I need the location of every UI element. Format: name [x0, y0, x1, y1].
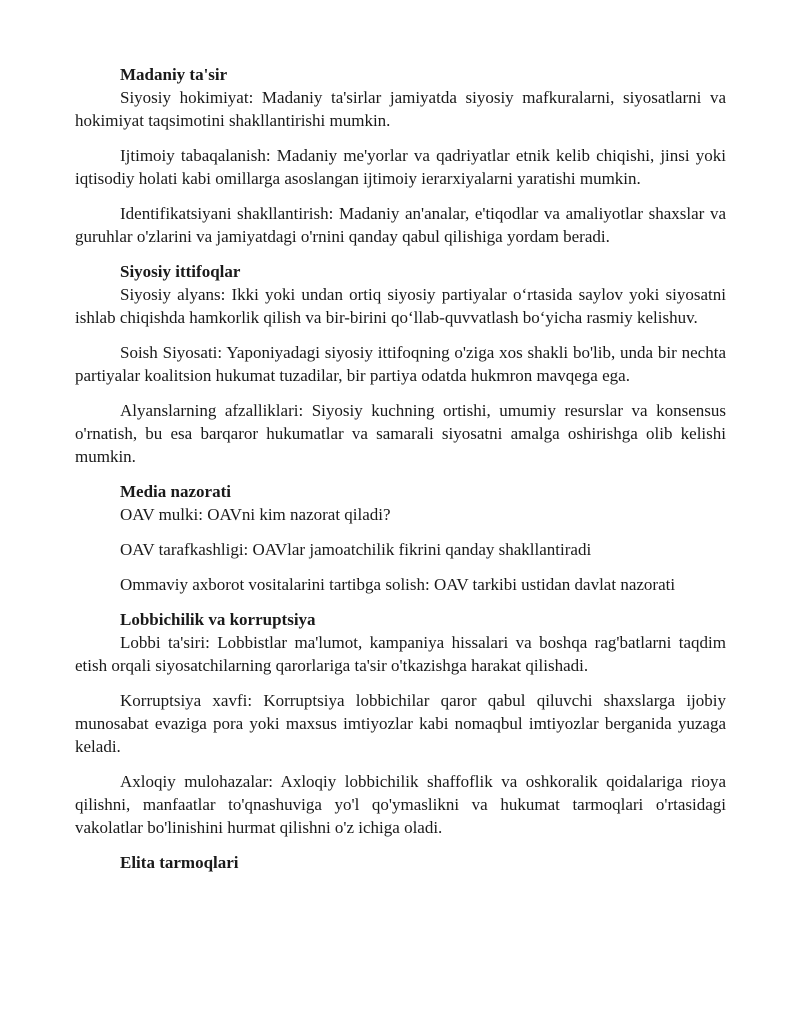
section-heading: Madaniy ta'sir: [120, 65, 228, 84]
section-heading: Elita tarmoqlari: [120, 853, 239, 872]
paragraph: Siyosiy hokimiyat: Madaniy ta'sirlar jamiyatda siyosiy mafkuralarni, siyosatlarni va hokimiyat taqsimotini shakllantirishi mumkin.: [75, 88, 726, 130]
paragraph: Korruptsiya xavfi: Korruptsiya lobbichilar qaror qabul qiluvchi shaxslarga ijobiy munosabat evaziga pora yoki maxsus imtiyozlar kabi nomaqbul imtiyozlar berganida yuzaga keladi.: [75, 691, 726, 756]
section-lobbichilik: [75, 608, 726, 839]
paragraph: Ommaviy axborot vositalarini tartibga solish: OAV tarkibi ustidan davlat nazorati: [120, 575, 676, 594]
section-elita-tarmoqlari: [75, 851, 726, 874]
section-heading: Lobbichilik va korruptsiya: [120, 610, 316, 629]
section-heading: Siyosiy ittifoqlar: [120, 262, 241, 281]
section-madaniy-tasir: [75, 63, 726, 248]
section-media-nazorati: [75, 480, 726, 596]
paragraph: Axloqiy mulohazalar: Axloqiy lobbichilik shaffoflik va oshkoralik qoidalariga rioya qilishni, manfaatlar to'qnashuviga yo'l qo'ymaslikni va hukumat tarmoqlari o'rtasidagi vakolatlar bo'linishini hurmat qilishni o'z ichiga oladi.: [75, 772, 726, 837]
paragraph: OAV tarafkashligi: OAVlar jamoatchilik fikrini qanday shakllantiradi: [120, 540, 592, 559]
paragraph: Soish Siyosati: Yaponiyadagi siyosiy ittifoqning o'ziga xos shakli bo'lib, unda bir nechta partiyalar koalitsion hukumat tuzadilar, bir partiya odatda hukmron mavqega ega.: [75, 343, 726, 385]
paragraph: OAV mulki: OAVni kim nazorat qiladi?: [120, 505, 391, 524]
paragraph: Ijtimoiy tabaqalanish: Madaniy me'yorlar va qadriyatlar etnik kelib chiqishi, jinsi yoki iqtisodiy holati kabi omillarga asoslangan ijtimoiy ierarxiyalarni yaratishi mumkin.: [75, 146, 726, 188]
paragraph: Siyosiy alyans: Ikki yoki undan ortiq siyosiy partiyalar o‘rtasida saylov yoki siyosatni ishlab chiqishda hamkorlik qilish va bir-birini qo‘llab-quvvatlash bo‘yicha rasmiy kelishuv.: [75, 285, 726, 327]
paragraph: Alyanslarning afzalliklari: Siyosiy kuchning ortishi, umumiy resurslar va konsensus o'rnatish, bu esa barqaror hukumatlar va samarali siyosatni amalga oshirishga olib kelishi mumkin.: [75, 401, 726, 466]
paragraph: Identifikatsiyani shakllantirish: Madaniy an'analar, e'tiqodlar va amaliyotlar shaxslar va guruhlar o'zlarini va jamiyatdagi o'rnini qanday qabul qilishiga yordam beradi.: [75, 204, 726, 246]
section-heading: Media nazorati: [120, 482, 231, 501]
paragraph: Lobbi ta'siri: Lobbistlar ma'lumot, kampaniya hissalari va boshqa rag'batlarni taqdim etish orqali siyosatchilarning qarorlariga ta'sir o'tkazishga harakat qilishadi.: [75, 633, 726, 675]
section-siyosiy-ittifoqlar: [75, 260, 726, 468]
document-page: [75, 63, 726, 886]
